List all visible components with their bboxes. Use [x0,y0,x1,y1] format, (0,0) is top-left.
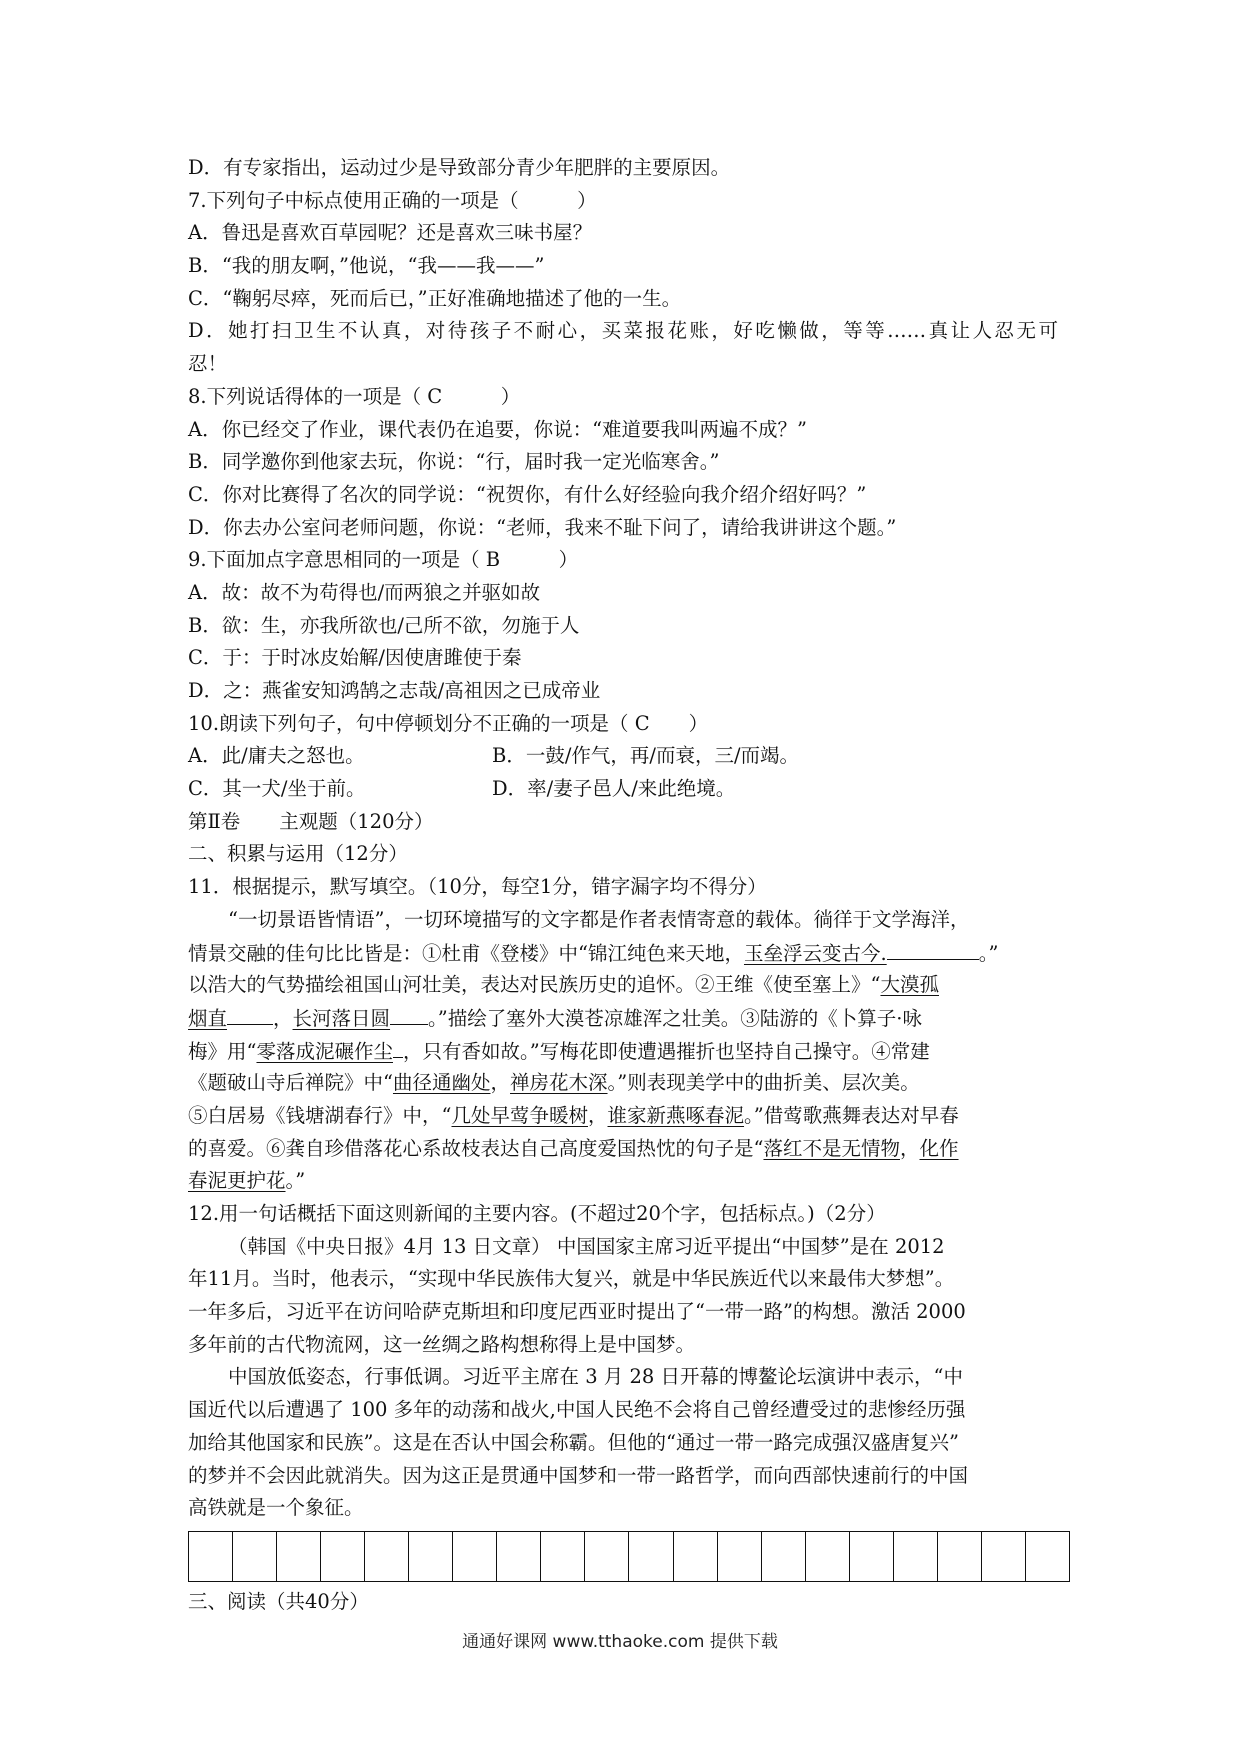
answer-box[interactable] [365,1532,409,1581]
answer-box[interactable] [850,1532,894,1581]
q10-option-d: D．率/妻子邑人/来此绝境。 [492,777,736,801]
q9-option-a: A．故：故不为苟得也/而两狼之并驱如故 [188,580,541,604]
q12-answer-grid[interactable] [188,1531,1070,1582]
q11-answer-4: 零落成泥碾作尘 [256,1039,393,1063]
answer-box[interactable] [629,1532,673,1581]
q11-answer-8: 谁家新燕啄春泥 [607,1103,745,1127]
q9-option-c: C．于：于时冰皮始解/因使唐雎使于秦 [188,646,522,670]
q10-option-a: A．此/庸夫之怒也。 [188,744,365,768]
q8-option-c: C．你对比赛得了名次的同学说：“祝贺你，有什么好经验向我介绍介绍好吗？” [188,482,867,506]
q11-line-6: 《题破山寺后禅院》中“曲径通幽处，禅房花木深。”则表现美学中的曲折美、层次美。 [188,1071,920,1095]
answer-box[interactable] [718,1532,762,1581]
q11-answer-3: 长河落日圆 [292,1006,391,1030]
exam-page [188,152,1058,1619]
answer-box[interactable] [585,1532,629,1581]
q12-news-p2-line5: 高铁就是一个象征。 [188,1496,364,1520]
q11-blank-fill [887,937,979,960]
page-footer: 通通好课网 www.tthaoke.com 提供下载 [462,1632,778,1652]
q11-answer-10a: 化作 [919,1136,959,1160]
q12-stem: 12.用一句话概括下面这则新闻的主要内容。(不超过20个字，包括标点。)（2分） [188,1202,886,1225]
q11-answer-2a: 大漠孤 [880,973,939,997]
q12-news-p1-line4: 多年前的古代物流网，这一丝绸之路构想称得上是中国梦。 [188,1332,696,1356]
q11-line-2: 情景交融的佳句比比皆是：①杜甫《登楼》中“锦江纯色来天地，玉垒浮云变古今. 。” [188,937,1058,970]
q7-option-d-line1: D．她打扫卫生不认真，对待孩子不耐心，买菜报花账，好吃懒做，等等……真让人忍无可 [188,319,1058,343]
answer-box[interactable] [497,1532,541,1581]
answer-box[interactable] [806,1532,850,1581]
answer-box[interactable] [674,1532,718,1581]
answer-box[interactable] [277,1532,321,1581]
q11-line-7: ⑤白居易《钱塘湖春行》中，“几处早莺争暖树，谁家新燕啄春泥。”借莺歌燕舞表达对早春 [188,1103,959,1127]
q11-answer-1: 玉垒浮云变古今. [743,941,887,965]
answer-box[interactable] [541,1532,585,1581]
q12-news-p1-line1: （韩国《中央日报》4月 13 日文章） 中国国家主席习近平提出“中国梦”是在 2012 [228,1234,945,1258]
answer-box[interactable] [938,1532,982,1581]
q10-options-row2 [188,773,1058,806]
q7-stem: 7.下列句子中标点使用正确的一项是（ ） [188,188,597,212]
q8-option-a: A．你已经交了作业，课代表仍在追要，你说：“难道要我叫两遍不成？” [188,417,808,441]
answer-box[interactable] [453,1532,497,1581]
q8-option-b: B．同学邀你到他家去玩，你说：“行，届时我一定光临寒舍。” [188,450,720,474]
q11-answer-7: 几处早莺争暖树 [451,1103,588,1127]
q12-news-p2-line3: 加给其他国家和民族”。这是在否认中国会称霸。但他的“通过一带一路完成强汉盛唐复兴” [188,1430,959,1454]
volume-2-heading: 第Ⅱ卷 主观题（120分） [188,809,434,833]
q11-line-1: “一切景语皆情语”，一切环境描写的文字都是作者表情寄意的载体。徜徉于文学海洋， [228,907,970,931]
q9-option-d: D．之：燕雀安知鸿鹄之志哉/高祖因之已成帝业 [188,679,601,702]
q6-option-d: D．有专家指出，运动过少是导致部分青少年肥胖的主要原因。 [188,156,731,179]
q12-news-p1-line3: 一年多后，习近平在访问哈萨克斯坦和印度尼西亚时提出了“一带一路”的构想。激活 2000 [188,1300,966,1324]
q9-option-b: B．欲：生，亦我所欲也/己所不欲，勿施于人 [188,613,580,637]
section-2-heading: 二、积累与运用（12分） [188,842,408,866]
answer-box[interactable] [189,1532,233,1581]
q7-option-d-line2: 忍！ [188,352,228,376]
q8-stem: 8.下列说话得体的一项是（ C ） [188,384,521,408]
q12-news-p1-line2: 年11月。当时，他表示，“实现中华民族伟大复兴，就是中华民族近代以来最伟大梦想”。 [188,1267,955,1291]
answer-box[interactable] [982,1532,1026,1581]
q11-answer-9: 落红不是无情物 [763,1136,900,1160]
q7-option-c: C．“鞠躬尽瘁，死而后已，”正好准确地描述了他的一生。 [188,286,682,310]
q11-line-3: 以浩大的气势描绘祖国山河壮美，表达对民族历史的追怀。②王维《使至塞上》“大漠孤 [188,973,939,997]
q10-option-b: B．一鼓/作气，再/而衰，三/而竭。 [492,744,800,768]
section-3-heading: 三、阅读（共40分） [188,1589,369,1613]
answer-box[interactable] [321,1532,365,1581]
answer-box[interactable] [409,1532,453,1581]
answer-box[interactable] [233,1532,277,1581]
q11-answer-6: 禅房花木深 [510,1071,608,1095]
q11-answer-10b: 春泥更护花 [188,1169,286,1193]
answer-box[interactable] [1026,1532,1069,1581]
q11-stem: 11．根据提示，默写填空。（10分，每空1分，错字漏字均不得分） [188,875,767,899]
q7-option-a: A．鲁迅是喜欢百草园呢？还是喜欢三味书屋？ [188,221,593,245]
q12-news-p2-line2: 国近代以后遭遇了 100 多年的动荡和战火,中国人民绝不会将自己曾经遭受过的悲惨经历强 [188,1398,966,1422]
q8-option-d: D．你去办公室问老师问题，你说：“老师，我来不耻下问了，请给我讲讲这个题。” [188,515,897,539]
q12-news-p2-line4: 的梦并不会因此就消失。因为这正是贯通中国梦和一带一路哲学，而向西部快速前行的中国 [188,1463,969,1487]
q12-news-p2-line1: 中国放低姿态，行事低调。习近平主席在 3 月 28 日开幕的博鳌论坛演讲中表示，“中 [228,1365,963,1389]
q10-stem: 10.朗读下列句子，句中停顿划分不正确的一项是（ C ） [188,711,709,735]
q11-line-8: 的喜爱。⑥龚自珍借落花心系故枝表达自己高度爱国热忱的句子是“落红不是无情物，化作 [188,1136,959,1160]
q10-options-row1 [188,740,1058,773]
q9-stem: 9.下面加点字意思相同的一项是（ B ） [188,548,579,572]
q11-answer-2b: 烟直 [188,1006,228,1030]
q11-answer-5: 曲径通幽处 [392,1071,491,1095]
q11-line-5: 梅》用“零落成泥碾作尘 ，只有香如故。”写梅花即使遭遇摧折也坚持自己操守。④常建 [188,1035,1058,1068]
answer-box[interactable] [762,1532,806,1581]
q7-option-b: B．“我的朋友啊，”他说，“我——我——” [188,254,545,278]
q11-line-4: 烟直 ，长河落日圆 。”描绘了塞外大漠苍凉雄浑之壮美。③陆游的《卜算子·咏 [188,1002,1058,1035]
q10-option-c: C．其一犬/坐于前。 [188,777,366,801]
q11-line-9: 春泥更护花。” [188,1169,306,1193]
answer-box[interactable] [894,1532,938,1581]
